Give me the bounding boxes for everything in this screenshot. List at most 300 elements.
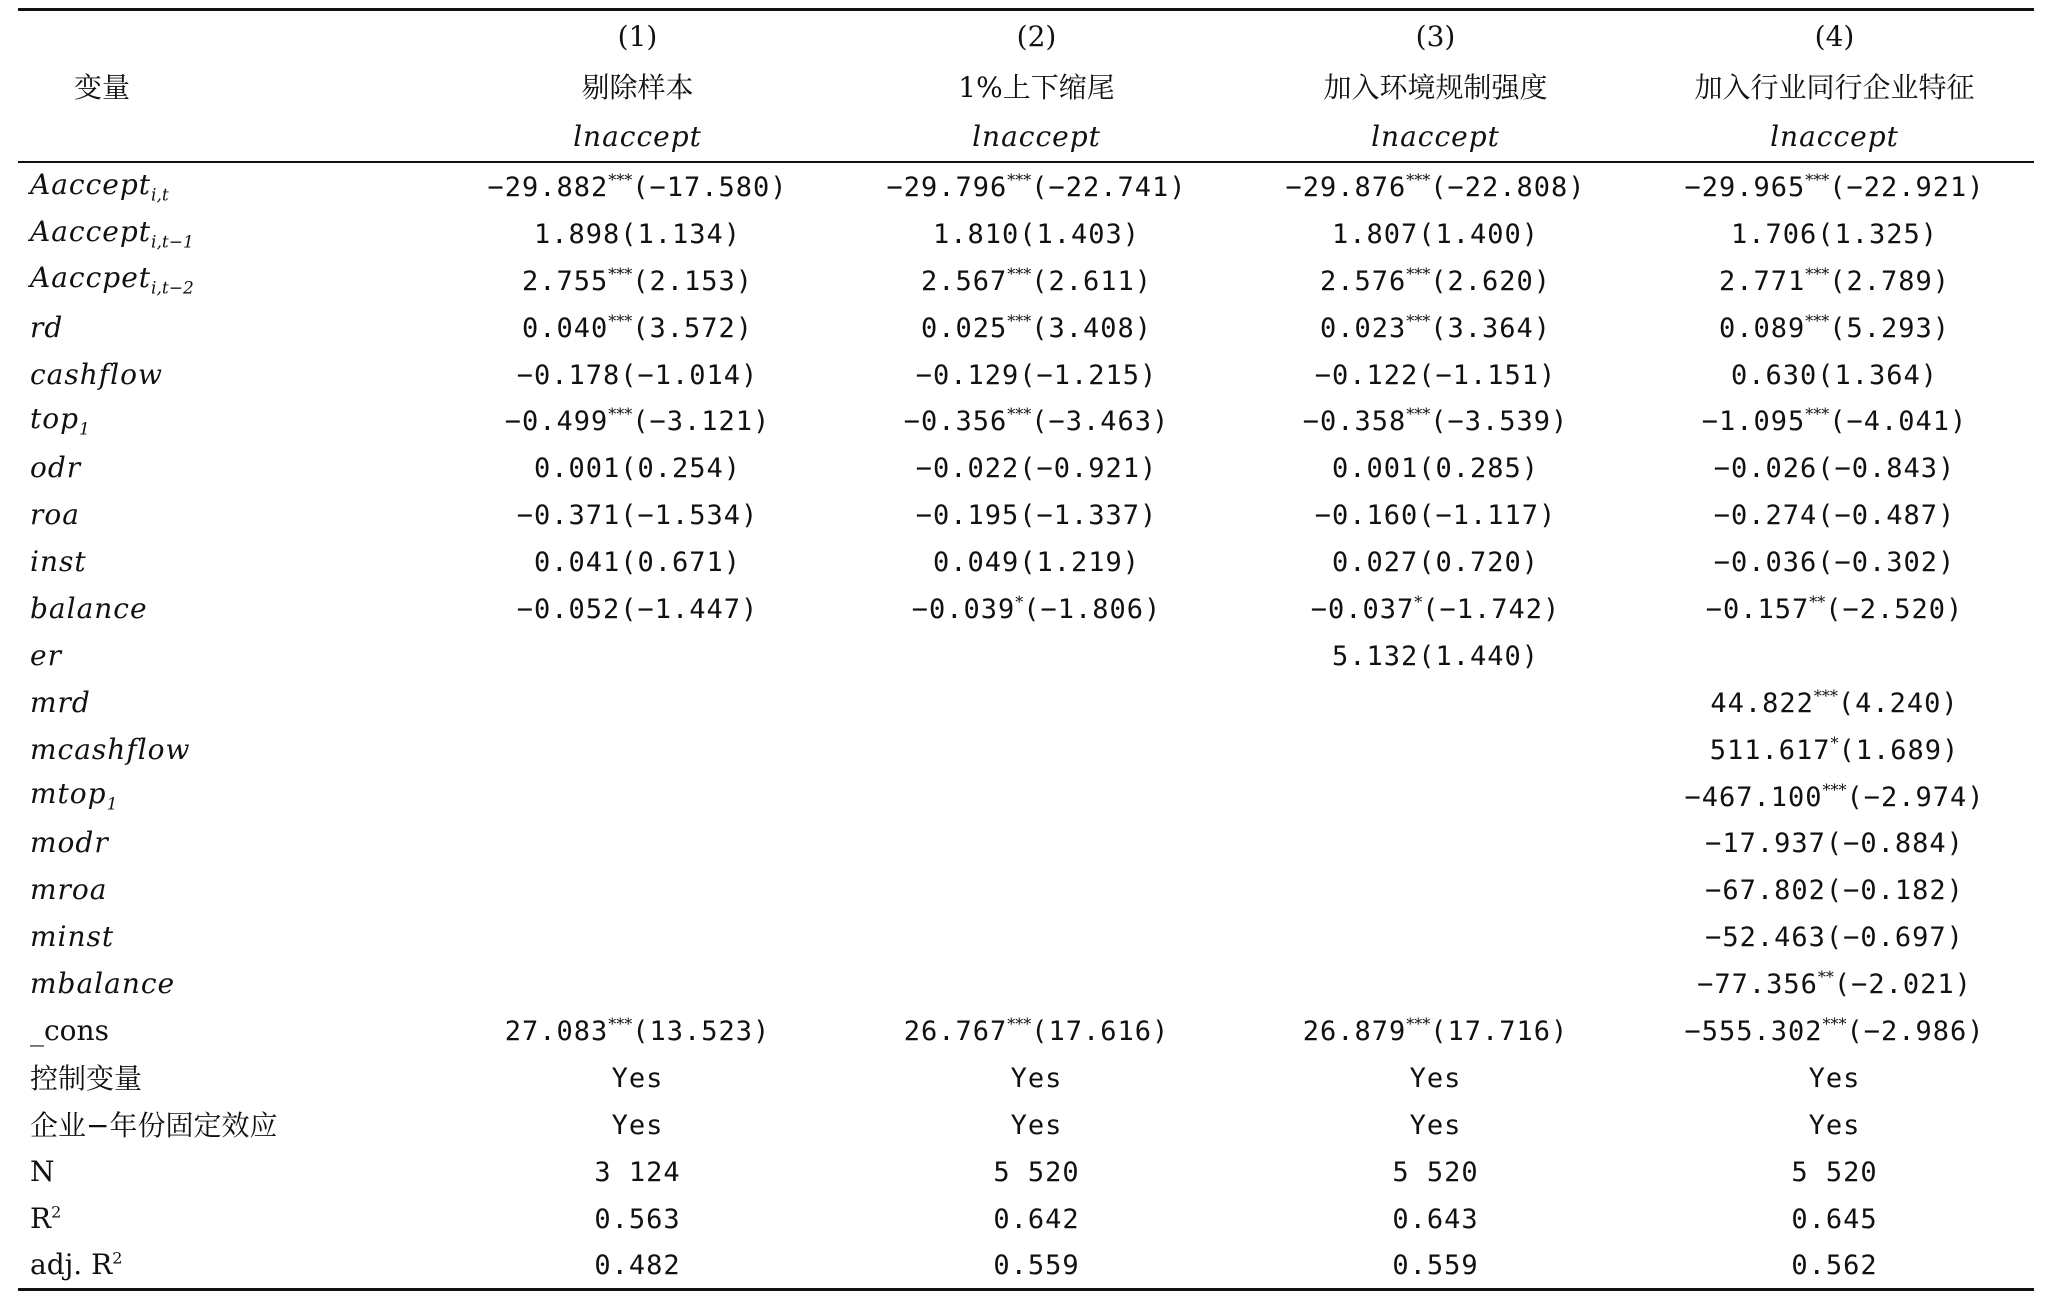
coefficient: 0.041 — [533, 547, 621, 579]
coef-cell — [837, 491, 1236, 538]
t-statistic: (0.671) — [620, 547, 742, 579]
variable-name — [18, 726, 438, 773]
coefficient: 0.630 — [1730, 359, 1818, 391]
coefficient: Yes — [1808, 1109, 1861, 1141]
coef-cell — [1236, 1101, 1635, 1148]
variable-name — [18, 304, 438, 351]
coefficient: 0.643 — [1392, 1203, 1479, 1235]
coefficient: −0.157 — [1705, 593, 1810, 625]
coefficient: 1.807 — [1331, 218, 1419, 250]
significance-stars: * — [1830, 733, 1839, 753]
variable-label: roa — [30, 498, 80, 532]
t-statistic: (1.134) — [620, 218, 742, 250]
variable-superscript: 2 — [112, 1249, 123, 1269]
significance-stars: *** — [1007, 405, 1032, 425]
coefficient: Yes — [1409, 1062, 1462, 1094]
coef-cell — [1236, 491, 1635, 538]
table-row — [18, 1241, 2034, 1289]
coef-cell — [837, 960, 1236, 1007]
table-row — [18, 679, 2034, 726]
t-statistic: (2.153) — [632, 265, 754, 297]
coef-cell — [1635, 1195, 2034, 1242]
coefficient: −29.796 — [886, 171, 1008, 203]
coef-cell — [1635, 257, 2034, 304]
t-statistic: (1.689) — [1838, 734, 1960, 766]
coef-cell — [438, 304, 837, 351]
variable-name — [18, 351, 438, 398]
coefficient: −555.302 — [1684, 1015, 1823, 1047]
variable-label: N — [30, 1154, 55, 1188]
coefficient: 1.810 — [932, 218, 1020, 250]
significance-stars: *** — [1805, 405, 1830, 425]
coefficient: 0.563 — [594, 1203, 681, 1235]
coefficient: 0.040 — [521, 312, 609, 344]
coef-cell — [1635, 1148, 2034, 1195]
coef-cell — [837, 1054, 1236, 1101]
coef-cell — [438, 397, 837, 444]
variable-label: mtop — [30, 777, 107, 811]
variable-label: inst — [30, 545, 87, 579]
coef-cell — [1236, 210, 1635, 257]
t-statistic: (1.403) — [1019, 218, 1141, 250]
significance-stars: *** — [1406, 311, 1431, 331]
coefficient: Yes — [611, 1062, 664, 1094]
t-statistic: (0.254) — [620, 453, 742, 485]
coefficient: 2.576 — [1319, 265, 1407, 297]
coefficient: −0.160 — [1314, 500, 1419, 532]
significance-stars: *** — [1822, 780, 1847, 800]
coef-cell — [837, 397, 1236, 444]
variable-label: Aaccpet — [30, 261, 152, 295]
significance-stars: *** — [1007, 311, 1032, 331]
coefficient: 5 520 — [1392, 1156, 1479, 1188]
t-statistic: (1.400) — [1418, 218, 1540, 250]
coefficient: 1.706 — [1730, 218, 1818, 250]
t-statistic: (2.620) — [1430, 265, 1552, 297]
col-1-title: 剔除样本 — [581, 71, 694, 104]
coefficient: 5 520 — [1791, 1156, 1878, 1188]
coef-cell — [1236, 773, 1635, 820]
coef-cell — [1635, 726, 2034, 773]
coef-cell — [1635, 210, 2034, 257]
coefficient: 0.049 — [932, 547, 1020, 579]
table-row — [18, 397, 2034, 444]
coef-cell — [1236, 1241, 1635, 1289]
coef-cell — [438, 1241, 837, 1289]
coefficient: −0.499 — [504, 406, 609, 438]
coefficient: −17.937 — [1705, 828, 1826, 860]
variable-label: odr — [30, 451, 82, 485]
significance-stars: *** — [1406, 405, 1431, 425]
coefficient: −0.129 — [915, 359, 1020, 391]
coef-cell — [438, 1054, 837, 1101]
coef-cell — [438, 1148, 837, 1195]
coefficient: 5.132 — [1331, 640, 1419, 672]
coef-cell — [1236, 679, 1635, 726]
t-statistic: (−4.041) — [1829, 406, 1968, 438]
coef-cell — [438, 585, 837, 632]
coef-cell — [438, 491, 837, 538]
coef-cell — [837, 304, 1236, 351]
t-statistic: (3.572) — [632, 312, 754, 344]
coef-cell — [1635, 585, 2034, 632]
variable-label: _cons — [30, 1013, 109, 1047]
significance-stars: *** — [1813, 686, 1838, 706]
coefficient: 0.001 — [533, 453, 621, 485]
t-statistic: (−3.121) — [632, 406, 771, 438]
coef-cell — [837, 819, 1236, 866]
coef-cell — [438, 257, 837, 304]
coefficient: 0.027 — [1331, 547, 1419, 579]
coef-cell — [837, 538, 1236, 585]
coef-cell — [837, 913, 1236, 960]
table-row — [18, 1054, 2034, 1101]
variable-name — [18, 444, 438, 491]
variable-label: cashflow — [30, 357, 163, 391]
coef-cell — [1236, 257, 1635, 304]
significance-stars: *** — [1805, 311, 1830, 331]
coefficient: −67.802 — [1705, 875, 1826, 907]
variable-name — [18, 210, 438, 257]
significance-stars: *** — [1822, 1014, 1847, 1034]
coef-cell — [438, 1007, 837, 1054]
coef-cell — [1635, 162, 2034, 210]
coef-cell — [837, 162, 1236, 210]
coef-cell — [1236, 1195, 1635, 1242]
variable-name — [18, 162, 438, 210]
coef-cell — [438, 538, 837, 585]
significance-stars: *** — [1805, 264, 1830, 284]
coef-cell — [1635, 1007, 2034, 1054]
variable-label: Aaccept — [30, 167, 152, 201]
table-row — [18, 913, 2034, 960]
variable-label: mroa — [30, 873, 108, 907]
coef-cell — [1635, 444, 2034, 491]
t-statistic: (−2.021) — [1833, 969, 1972, 1001]
significance-stars: *** — [608, 311, 633, 331]
coef-cell — [1635, 538, 2034, 585]
coefficient: Yes — [1808, 1062, 1861, 1094]
t-statistic: (−1.014) — [620, 359, 759, 391]
coefficient: −467.100 — [1684, 781, 1823, 813]
coef-cell — [1635, 960, 2034, 1007]
variable-subscript: 1 — [79, 419, 90, 440]
t-statistic: (−1.215) — [1019, 359, 1158, 391]
variable-name — [18, 632, 438, 679]
t-statistic: (1.219) — [1019, 547, 1141, 579]
t-statistic: (−1.117) — [1418, 500, 1557, 532]
col-3-title: 加入环境规制强度 — [1323, 71, 1548, 104]
table-row — [18, 162, 2034, 210]
col-1-dependent: lnaccept — [438, 111, 837, 162]
significance-stars: *** — [1007, 170, 1032, 190]
t-statistic: (−1.447) — [620, 593, 759, 625]
t-statistic: (−1.151) — [1418, 359, 1557, 391]
col-1-number: (1) — [617, 19, 658, 53]
coefficient: 44.822 — [1710, 687, 1814, 719]
coef-cell — [438, 1195, 837, 1242]
coef-cell — [1635, 679, 2034, 726]
variable-label: 企业−年份固定效应 — [30, 1109, 278, 1143]
variable-name — [18, 1195, 438, 1242]
coefficient: −0.026 — [1713, 453, 1818, 485]
coef-cell — [837, 866, 1236, 913]
variable-name — [18, 1101, 438, 1148]
coef-cell — [837, 679, 1236, 726]
table-row — [18, 538, 2034, 585]
t-statistic: (−2.986) — [1846, 1015, 1985, 1047]
t-statistic: (−1.337) — [1019, 500, 1158, 532]
coefficient: −0.358 — [1302, 406, 1407, 438]
variable-label: modr — [30, 826, 109, 860]
t-statistic: (13.523) — [632, 1015, 771, 1047]
coefficient: 2.567 — [920, 265, 1008, 297]
coef-cell — [1635, 1054, 2034, 1101]
significance-stars: *** — [1406, 170, 1431, 190]
table-header — [18, 10, 2034, 163]
coef-cell — [1236, 960, 1635, 1007]
t-statistic: (4.240) — [1837, 687, 1959, 719]
coef-cell — [1236, 538, 1635, 585]
t-statistic: (−22.741) — [1031, 171, 1187, 203]
t-statistic: (−22.921) — [1829, 171, 1985, 203]
variable-label: mbalance — [30, 967, 176, 1001]
t-statistic: (2.789) — [1829, 265, 1951, 297]
coefficient: −0.052 — [516, 593, 621, 625]
t-statistic: (1.325) — [1817, 218, 1939, 250]
coef-cell — [837, 210, 1236, 257]
coef-cell — [1635, 913, 2034, 960]
coefficient: 0.642 — [993, 1203, 1080, 1235]
coef-cell — [1236, 162, 1635, 210]
coefficient: 2.755 — [521, 265, 609, 297]
table-row — [18, 351, 2034, 398]
coef-cell — [837, 351, 1236, 398]
coefficient: Yes — [1010, 1062, 1063, 1094]
coefficient: −0.022 — [915, 453, 1020, 485]
coef-cell — [438, 679, 837, 726]
coefficient: −0.039 — [911, 593, 1016, 625]
t-statistic: (−0.487) — [1817, 500, 1956, 532]
table-row — [18, 1007, 2034, 1054]
col-4-number: (4) — [1814, 19, 1855, 53]
coefficient: −0.356 — [903, 406, 1008, 438]
t-statistic: (−1.534) — [620, 500, 759, 532]
coef-cell — [837, 1148, 1236, 1195]
t-statistic: (−3.463) — [1031, 406, 1170, 438]
t-statistic: (17.616) — [1031, 1015, 1170, 1047]
t-statistic: (0.720) — [1418, 547, 1540, 579]
table-row — [18, 491, 2034, 538]
coef-cell — [1236, 1007, 1635, 1054]
significance-stars: *** — [608, 264, 633, 284]
coefficient: 5 520 — [993, 1156, 1080, 1188]
coef-cell — [1236, 585, 1635, 632]
coef-cell — [438, 773, 837, 820]
variable-label: R — [30, 1201, 52, 1235]
variable-subscript: 1 — [106, 794, 118, 815]
coef-cell — [837, 1195, 1236, 1242]
variable-label: Aaccept — [30, 214, 152, 248]
variable-superscript: 2 — [51, 1202, 62, 1222]
coefficient: −0.178 — [516, 359, 621, 391]
significance-stars: *** — [608, 170, 633, 190]
variable-name — [18, 397, 438, 444]
variable-name — [18, 538, 438, 585]
variable-name — [18, 1007, 438, 1054]
coefficient: −29.882 — [487, 171, 609, 203]
table-body — [18, 162, 2034, 1290]
t-statistic: (−2.974) — [1846, 781, 1985, 813]
coefficient: −29.965 — [1684, 171, 1806, 203]
coef-cell — [837, 773, 1236, 820]
variable-label: rd — [30, 310, 64, 344]
coefficient: −0.195 — [915, 500, 1020, 532]
table-row — [18, 819, 2034, 866]
significance-stars: *** — [1406, 264, 1431, 284]
col-4-dependent: lnaccept — [1635, 111, 2034, 162]
coefficient: 26.879 — [1302, 1015, 1407, 1047]
coefficient: −0.371 — [516, 500, 621, 532]
coef-cell — [438, 913, 837, 960]
significance-stars: *** — [1007, 1014, 1032, 1034]
coef-cell — [1236, 351, 1635, 398]
table-row — [18, 1101, 2034, 1148]
table-row — [18, 444, 2034, 491]
coef-cell — [1236, 819, 1635, 866]
table-row — [18, 1195, 2034, 1242]
variable-subscript: i,t−2 — [151, 279, 194, 300]
coef-cell — [1635, 1101, 2034, 1148]
coef-cell — [1635, 819, 2034, 866]
coefficient: −0.037 — [1310, 593, 1415, 625]
coef-cell — [1635, 773, 2034, 820]
coefficient: 0.023 — [1319, 312, 1407, 344]
coef-cell — [837, 1007, 1236, 1054]
coef-cell — [438, 1101, 837, 1148]
variable-name — [18, 1148, 438, 1195]
col-2-title: 1%上下缩尾 — [958, 71, 1115, 104]
table-row — [18, 773, 2034, 820]
col-4-title: 加入行业同行企业特征 — [1694, 71, 1975, 104]
coef-cell — [438, 162, 837, 210]
variable-subscript: i,t−1 — [151, 232, 194, 253]
coef-cell — [1635, 397, 2034, 444]
coef-cell — [1635, 491, 2034, 538]
coefficient: 0.089 — [1718, 312, 1806, 344]
coef-cell — [1635, 351, 2034, 398]
coef-cell — [438, 351, 837, 398]
t-statistic: (3.408) — [1031, 312, 1153, 344]
t-statistic: (−22.808) — [1430, 171, 1586, 203]
significance-stars: *** — [608, 1014, 633, 1034]
coef-cell — [1236, 726, 1635, 773]
coef-cell — [1236, 304, 1635, 351]
table-row — [18, 866, 2034, 913]
coef-cell — [1635, 866, 2034, 913]
coefficient: −52.463 — [1705, 922, 1826, 954]
significance-stars: *** — [608, 405, 633, 425]
coef-cell — [1236, 1054, 1635, 1101]
variable-name — [18, 960, 438, 1007]
variable-name — [18, 819, 438, 866]
t-statistic: (5.293) — [1829, 312, 1951, 344]
coefficient: 0.025 — [920, 312, 1008, 344]
significance-stars: * — [1015, 592, 1024, 612]
t-statistic: (1.364) — [1817, 359, 1939, 391]
coef-cell — [438, 726, 837, 773]
coef-cell — [1635, 632, 2034, 679]
t-statistic: (3.364) — [1430, 312, 1552, 344]
table-row — [18, 1148, 2034, 1195]
variable-name — [18, 866, 438, 913]
coef-cell — [837, 1101, 1236, 1148]
coef-cell — [1236, 866, 1635, 913]
coef-cell — [1236, 1148, 1635, 1195]
t-statistic: (0.285) — [1418, 453, 1540, 485]
coef-cell — [438, 444, 837, 491]
table-row — [18, 257, 2034, 304]
coef-cell — [438, 210, 837, 257]
regression-table — [18, 8, 2034, 1291]
t-statistic: (−1.742) — [1422, 593, 1561, 625]
coefficient: 1.898 — [533, 218, 621, 250]
variable-name — [18, 585, 438, 632]
variable-label: er — [30, 638, 62, 672]
significance-stars: *** — [1406, 1014, 1431, 1034]
variable-name — [18, 679, 438, 726]
coefficient: Yes — [611, 1109, 664, 1141]
significance-stars: *** — [1805, 170, 1830, 190]
coef-cell — [1236, 444, 1635, 491]
coefficient: 0.482 — [594, 1250, 681, 1282]
variable-name — [18, 913, 438, 960]
t-statistic: (−0.302) — [1817, 547, 1956, 579]
coefficient: −0.036 — [1713, 547, 1818, 579]
coefficient: Yes — [1010, 1109, 1063, 1141]
coef-cell — [837, 585, 1236, 632]
col-2-dependent: lnaccept — [837, 111, 1236, 162]
coef-cell — [438, 866, 837, 913]
variable-label: balance — [30, 591, 148, 625]
coef-cell — [1236, 397, 1635, 444]
variable-label: adj. R — [30, 1248, 113, 1282]
t-statistic: (−0.697) — [1825, 922, 1964, 954]
table-row — [18, 304, 2034, 351]
t-statistic: (−0.884) — [1825, 828, 1964, 860]
variable-subscript: i,t — [151, 185, 169, 206]
coefficient: 0.645 — [1791, 1203, 1878, 1235]
t-statistic: (−17.580) — [632, 171, 788, 203]
col-2-number: (2) — [1016, 19, 1057, 53]
variable-label: top — [30, 402, 80, 436]
coef-cell — [837, 444, 1236, 491]
t-statistic: (2.611) — [1031, 265, 1153, 297]
table-row — [18, 960, 2034, 1007]
coefficient: 27.083 — [504, 1015, 609, 1047]
variable-name — [18, 257, 438, 304]
coefficient: Yes — [1409, 1109, 1462, 1141]
coef-cell — [1236, 632, 1635, 679]
coef-cell — [837, 726, 1236, 773]
t-statistic: (−0.843) — [1817, 453, 1956, 485]
significance-stars: ** — [1817, 967, 1834, 987]
variable-header: 变量 — [74, 71, 131, 104]
t-statistic: (−0.182) — [1825, 875, 1964, 907]
t-statistic: (−1.806) — [1023, 593, 1162, 625]
variable-label: mcashflow — [30, 732, 191, 766]
variable-label: minst — [30, 920, 115, 954]
